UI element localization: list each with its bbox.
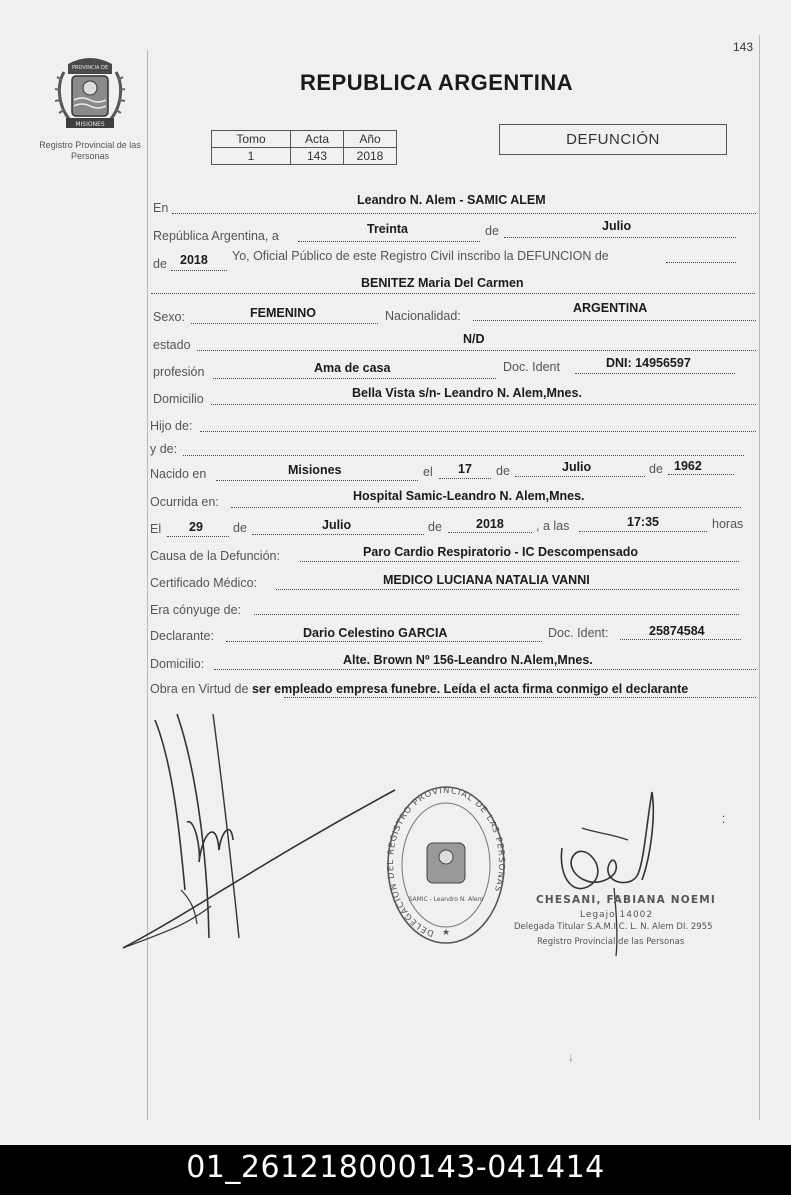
birth-day-dotline [439,478,491,479]
death-day: 29 [189,520,203,534]
estado-value: N/D [463,332,485,346]
doc-ident-value: DNI: 14956597 [606,356,691,370]
official-registry: Registro Provincial de las Personas [537,937,685,947]
declarante-label: Declarante: [150,629,214,643]
profesion-value: Ama de casa [314,361,391,375]
domicilio-value: Bella Vista s/n- Leandro N. Alem,Mnes. [352,386,582,400]
birth-year-dotline [668,474,734,475]
conyuge-dotline [254,614,739,615]
horas-label: horas [712,517,744,531]
official-position: Delegada Titular S.A.M.I.C. L. N. Alem DI. 2955 [514,922,713,932]
record-type-box: DEFUNCIÓN [499,124,727,155]
right-margin-line [759,35,760,1120]
name-dotline [151,293,755,294]
document-title: REPUBLICA ARGENTINA [300,70,574,95]
month-value: Julio [602,219,632,233]
hijo-dotline [200,431,756,432]
en-label: En [153,201,169,215]
death-year-dotline [448,532,532,533]
anio-value: 2018 [344,148,397,165]
birth-de-label: de [496,464,510,478]
obra-dotline [284,697,756,698]
causa-dotline [300,561,739,562]
coat-of-arms-logo [52,52,128,134]
svg-text:DELEGACION DEL REGISTRO PROVIN: DELEGACION DEL REGISTRO PROVINCIAL DE LAS PERSONAS [386,785,507,939]
yde-label: y de: [150,442,178,456]
certificado-dotline [276,589,739,590]
year-dotline [171,270,227,271]
estado-label: estado [153,338,191,352]
causa-value: Paro Cardio Respiratorio - IC Descompensado [363,545,639,559]
official-legajo: Legajo 14002 [580,910,654,920]
svg-text:MISIONES: MISIONES [75,121,105,128]
death-month-dotline [252,534,424,535]
birth-month-dotline [515,476,645,477]
acta-header: Acta [291,131,344,148]
de-label: de [485,224,499,238]
certificado-label: Certificado Médico: [150,576,257,590]
nacido-dotline [216,480,418,481]
certificado-value: MEDICO LUCIANA NATALIA VANNI [383,573,590,587]
death-de2-label: de [428,520,442,534]
de2-label: de [153,257,167,271]
declarant-signature [115,700,415,960]
yde-dotline [183,455,744,456]
anio-header: Año [344,131,397,148]
nacionalidad-value: ARGENTINA [573,301,648,315]
acta-value: 143 [291,148,344,165]
nacionalidad-label: Nacionalidad: [385,309,461,323]
registry-caption: Registro Provincial de las Personas [39,140,141,161]
page-number: 143 [733,40,754,54]
el-label: el [423,465,433,479]
death-time: 17:35 [627,515,659,529]
doc-ident2-dotline [620,639,741,640]
month-dotline [504,237,736,238]
domicilio2-dotline [214,669,756,670]
el2-label: El [150,522,162,536]
reference-table [211,130,397,165]
death-time-dotline [579,531,707,532]
oficial-text: Yo, Oficial Público de este Registro Civil inscribo la DEFUNCION de [232,249,609,263]
alas-label: , a las [536,519,570,533]
nacionalidad-dotline [473,320,756,321]
mark-dots: ⁚ [722,815,726,826]
declarante-value: Dario Celestino GARCIA [303,626,448,640]
mark-arrow: ↓ [568,1050,574,1064]
doc-ident2-value: 25874584 [649,624,705,638]
birth-day: 17 [458,462,472,476]
domicilio2-value: Alte. Brown Nº 156-Leandro N.Alem,Mnes. [343,653,593,667]
profesion-label: profesión [153,365,205,379]
footer-id: 01_261218000143-041414 [186,1150,605,1185]
ocurrida-value: Hospital Samic-Leandro N. Alem,Mnes. [353,489,585,503]
obra-label: Obra en Virtud de [150,682,249,696]
obra-paragraph [150,680,756,698]
doc-ident-label: Doc. Ident [503,360,560,374]
death-year: 2018 [476,517,504,531]
sexo-value: FEMENINO [250,306,316,320]
conyuge-label: Era cónyuge de: [150,603,242,617]
causa-label: Causa de la Defunción: [150,549,280,563]
doc-ident-dotline [575,373,735,374]
day-dotline [298,241,480,242]
sexo-label: Sexo: [153,310,185,324]
death-day-dotline [167,536,229,537]
birth-month: Julio [562,460,592,474]
en-value: Leandro N. Alem - SAMIC ALEM [357,193,546,207]
svg-text:SAMIC - Leandro N. Alem: SAMIC - Leandro N. Alem [408,896,484,903]
registry-round-stamp [385,783,507,948]
official-name: CHESANI, FABIANA NOEMI [536,894,717,906]
obra-value: ser empleado empresa funebre. Leída el acta firma conmigo el declarante [251,682,689,696]
ocurrida-label: Ocurrida en: [150,495,219,509]
doc-ident2-label: Doc. Ident: [548,626,609,640]
svg-text:★: ★ [441,927,451,937]
sexo-dotline [191,323,378,324]
republica-label: República Argentina, a [153,229,279,243]
domicilio-dotline [211,404,756,405]
domicilio2-label: Domicilio: [150,657,205,671]
svg-text:PROVINCIA DE: PROVINCIA DE [72,65,108,71]
birth-year: 1962 [674,459,702,473]
nacido-value: Misiones [288,463,342,477]
day-value: Treinta [367,222,408,236]
year-value: 2018 [180,253,208,267]
estado-dotline [197,350,756,351]
profesion-dotline [213,378,496,379]
oficial-dotline [666,262,736,263]
death-month: Julio [322,518,352,532]
ocurrida-dotline [231,507,741,508]
death-de-label: de [233,521,247,535]
official-signature [552,788,672,958]
hijo-label: Hijo de: [150,419,193,433]
deceased-name: BENITEZ Maria Del Carmen [361,276,524,290]
birth-de2-label: de [649,462,663,476]
en-dotline [172,213,756,214]
declarante-dotline [226,641,542,642]
nacido-label: Nacido en [150,467,207,481]
tomo-value: 1 [212,148,291,165]
domicilio-label: Domicilio [153,392,204,406]
tomo-header: Tomo [212,131,291,148]
